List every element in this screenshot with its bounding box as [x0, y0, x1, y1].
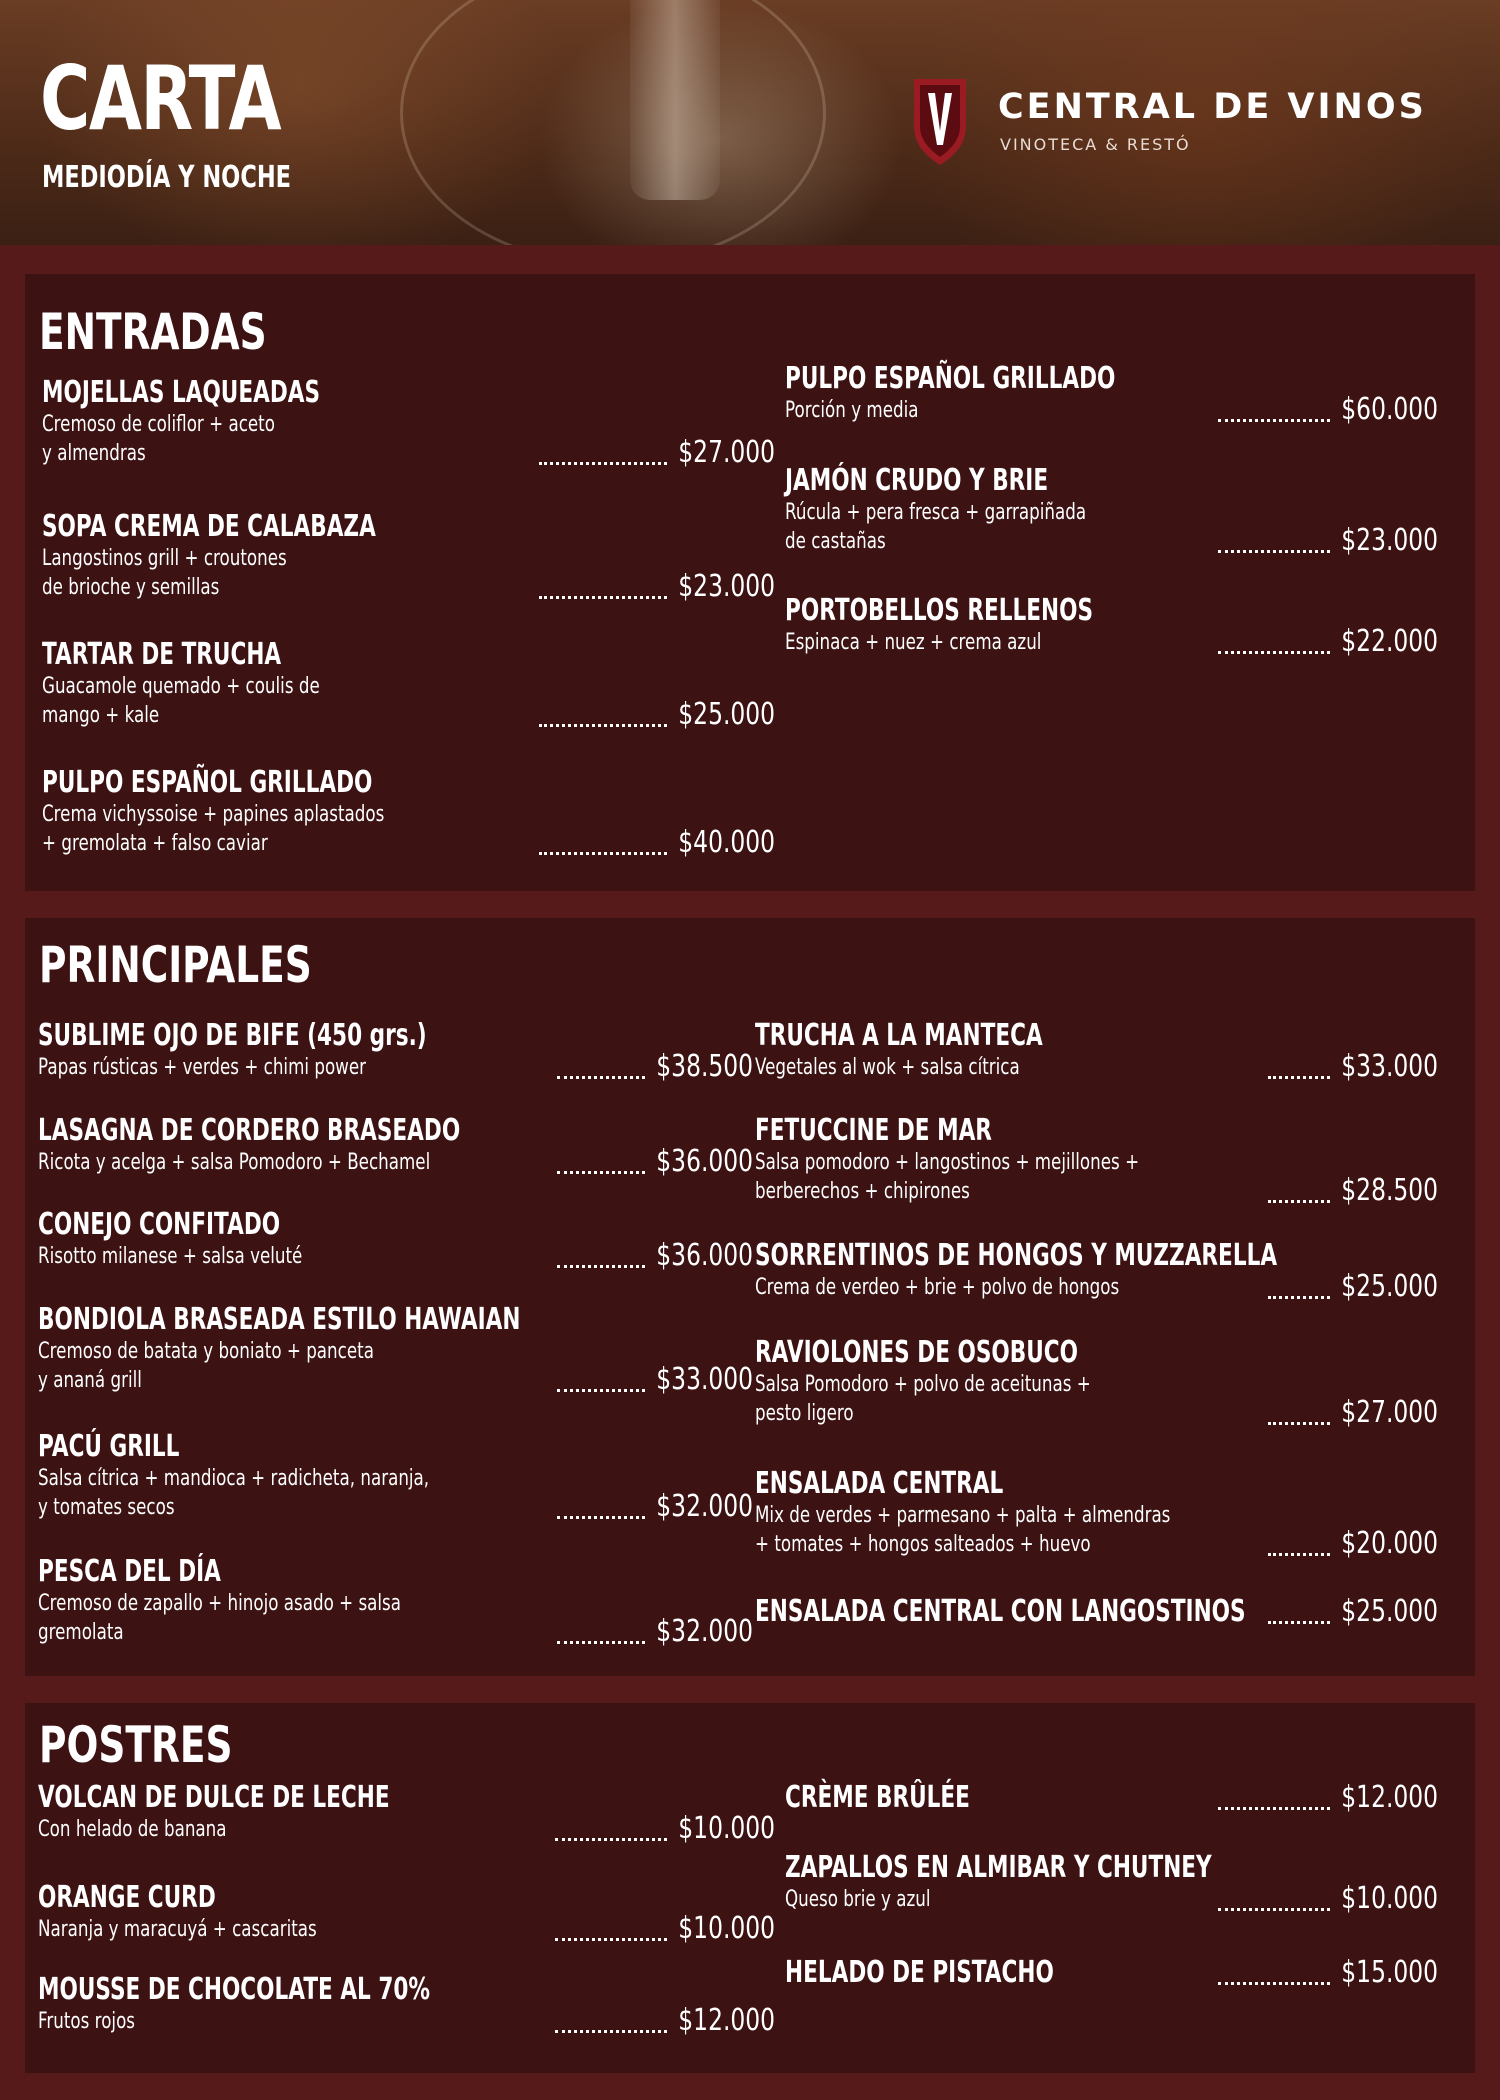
menu-item-description: y tomates secos — [38, 1495, 175, 1520]
menu-item-description: Con helado de banana — [38, 1817, 227, 1842]
menu-item-price: $10.000 — [678, 1911, 775, 1946]
menu-item-price: $27.000 — [1341, 1395, 1438, 1430]
dot-leader — [1218, 419, 1330, 422]
section-entradas — [25, 274, 1475, 891]
menu-item-description: + tomates + hongos salteados + huevo — [755, 1532, 1091, 1557]
menu-item-description: Papas rústicas + verdes + chimi power — [38, 1055, 367, 1080]
dot-leader — [1218, 1908, 1330, 1911]
menu-item — [785, 463, 1438, 558]
menu-item-price: $36.000 — [656, 1144, 753, 1179]
menu-item-description: y ananá grill — [38, 1368, 142, 1393]
menu-item-price: $15.000 — [1341, 1955, 1438, 1990]
menu-item-description: gremolata — [38, 1620, 124, 1645]
menu-item — [785, 1850, 1438, 1916]
section-title: POSTRES — [39, 1716, 233, 1774]
menu-item-name: ORANGE CURD — [38, 1880, 216, 1915]
dot-leader — [539, 724, 667, 727]
menu-item — [755, 1466, 1438, 1561]
menu-item — [785, 1955, 1438, 1990]
menu-item — [38, 1880, 775, 1946]
menu-item — [38, 1302, 753, 1397]
menu-item-price: $10.000 — [678, 1811, 775, 1846]
brand-logo — [910, 75, 1430, 170]
menu-item-description: Crema vichyssoise + papines aplastados — [42, 802, 385, 827]
menu-item-price: $36.000 — [656, 1238, 753, 1273]
menu-item-name: ENSALADA CENTRAL CON LANGOSTINOS — [755, 1594, 1246, 1629]
menu-item-name: JAMÓN CRUDO Y BRIE — [785, 463, 1049, 498]
wine-glass-photo — [400, 0, 826, 245]
menu-item-price: $33.000 — [656, 1362, 753, 1397]
dot-leader — [557, 1171, 645, 1174]
dot-leader — [539, 462, 667, 465]
dot-leader — [555, 1938, 667, 1941]
menu-item-description: Espinaca + nuez + crema azul — [785, 630, 1042, 655]
menu-item-description: Cremoso de zapallo + hinojo asado + salsa — [38, 1591, 402, 1616]
page-subtitle: MEDIODÍA Y NOCHE — [42, 160, 292, 195]
dot-leader — [1268, 1621, 1330, 1624]
menu-item-name: HELADO DE PISTACHO — [785, 1955, 1054, 1990]
menu-item — [42, 637, 775, 732]
menu-item — [755, 1594, 1438, 1629]
menu-item-description: Salsa pomodoro + langostinos + mejillones + — [755, 1150, 1140, 1175]
menu-item-name: RAVIOLONES DE OSOBUCO — [755, 1335, 1078, 1370]
menu-item-description: Crema de verdeo + brie + polvo de hongos — [755, 1275, 1120, 1300]
menu-item — [785, 1780, 1438, 1815]
menu-item — [42, 509, 775, 604]
menu-item-price: $32.000 — [656, 1614, 753, 1649]
menu-item-price: $28.500 — [1341, 1173, 1438, 1208]
menu-item-price: $25.000 — [1341, 1269, 1438, 1304]
menu-item — [38, 1972, 775, 2038]
menu-item-name: MOJELLAS LAQUEADAS — [42, 375, 321, 410]
menu-item-price: $60.000 — [1341, 392, 1438, 427]
dot-leader — [1268, 1553, 1330, 1556]
menu-item — [42, 375, 775, 470]
dot-leader — [557, 1265, 645, 1268]
section-title: ENTRADAS — [39, 303, 267, 361]
menu-item-price: $32.000 — [656, 1489, 753, 1524]
menu-item-name: LASAGNA DE CORDERO BRASEADO — [38, 1113, 461, 1148]
menu-item-price: $12.000 — [678, 2003, 775, 2038]
menu-item-description: mango + kale — [42, 703, 160, 728]
menu-item-name: SUBLIME OJO DE BIFE (450 grs.) — [38, 1018, 427, 1053]
menu-item-name: CRÈME BRÛLÉE — [785, 1780, 970, 1815]
dot-leader — [539, 852, 667, 855]
menu-item-name: MOUSSE DE CHOCOLATE AL 70% — [38, 1972, 431, 2007]
dot-leader — [1218, 651, 1330, 654]
section-title: PRINCIPALES — [39, 936, 312, 994]
menu-item — [785, 361, 1438, 427]
menu-item — [38, 1429, 753, 1524]
menu-item-description: Langostinos grill + croutones — [42, 546, 287, 571]
dot-leader — [557, 1641, 645, 1644]
menu-item-price: $40.000 — [678, 825, 775, 860]
menu-item — [755, 1335, 1438, 1430]
menu-item — [755, 1238, 1438, 1304]
menu-item-description: Mix de verdes + parmesano + palta + almendras — [755, 1503, 1171, 1528]
menu-item-name: PORTOBELLOS RELLENOS — [785, 593, 1094, 628]
menu-item-description: Porción y media — [785, 398, 919, 423]
menu-item — [38, 1554, 753, 1649]
menu-item-description: Queso brie y azul — [785, 1887, 931, 1912]
menu-item-name: PULPO ESPAÑOL GRILLADO — [785, 361, 1116, 396]
menu-item-price: $10.000 — [1341, 1881, 1438, 1916]
menu-item-name: TARTAR DE TRUCHA — [42, 637, 282, 672]
menu-item-description: Vegetales al wok + salsa cítrica — [755, 1055, 1020, 1080]
menu-item-description: Frutos rojos — [38, 2009, 136, 2034]
menu-item-name: PULPO ESPAÑOL GRILLADO — [42, 765, 373, 800]
menu-item — [42, 765, 775, 860]
menu-item-description: Ricota y acelga + salsa Pomodoro + Bechamel — [38, 1150, 431, 1175]
menu-item — [38, 1780, 775, 1846]
menu-item-price: $38.500 — [656, 1049, 753, 1084]
menu-item-price: $23.000 — [1341, 523, 1438, 558]
menu-item-name: SOPA CREMA DE CALABAZA — [42, 509, 376, 544]
menu-item — [38, 1018, 753, 1084]
menu-item-description: Naranja y maracuyá + cascaritas — [38, 1917, 317, 1942]
dot-leader — [557, 1389, 645, 1392]
menu-item-description: Risotto milanese + salsa veluté — [38, 1244, 303, 1269]
menu-item-name: FETUCCINE DE MAR — [755, 1113, 992, 1148]
menu-item-description: + gremolata + falso caviar — [42, 831, 268, 856]
menu-item-name: PESCA DEL DÍA — [38, 1554, 221, 1589]
dot-leader — [555, 1838, 667, 1841]
menu-item-price: $27.000 — [678, 435, 775, 470]
wine-glass-highlight — [630, 0, 720, 200]
section-principales — [25, 918, 1475, 1676]
menu-item-description: Cremoso de batata y boniato + panceta — [38, 1339, 374, 1364]
menu-item-price: $25.000 — [1341, 1594, 1438, 1629]
dot-leader — [1218, 1807, 1330, 1810]
menu-item-price: $22.000 — [1341, 624, 1438, 659]
menu-item-description: Cremoso de coliflor + aceto — [42, 412, 275, 437]
menu-item-description: Salsa cítrica + mandioca + radicheta, naranja, — [38, 1466, 430, 1491]
dot-leader — [1218, 550, 1330, 553]
brand-name: CENTRAL DE VINOS — [998, 87, 1427, 127]
dot-leader — [1268, 1422, 1330, 1425]
menu-item-description: Salsa Pomodoro + polvo de aceitunas + — [755, 1372, 1091, 1397]
menu-item-name: ENSALADA CENTRAL — [755, 1466, 1004, 1501]
menu-item-name: VOLCAN DE DULCE DE LECHE — [38, 1780, 390, 1815]
menu-item-description: y almendras — [42, 441, 146, 466]
menu-item-price: $20.000 — [1341, 1526, 1438, 1561]
menu-item-description: berberechos + chipirones — [755, 1179, 970, 1204]
menu-item-name: CONEJO CONFITADO — [38, 1207, 281, 1242]
header-banner — [0, 0, 1500, 245]
menu-item — [785, 593, 1438, 659]
dot-leader — [1268, 1076, 1330, 1079]
menu-item-price: $12.000 — [1341, 1780, 1438, 1815]
menu-item-price: $33.000 — [1341, 1049, 1438, 1084]
dot-leader — [555, 2030, 667, 2033]
menu-item-description: Rúcula + pera fresca + garrapiñada — [785, 500, 1087, 525]
menu-item-description: de brioche y semillas — [42, 575, 220, 600]
dot-leader — [557, 1516, 645, 1519]
menu-item-name: ZAPALLOS EN ALMIBAR Y CHUTNEY — [785, 1850, 1212, 1885]
menu-item-name: TRUCHA A LA MANTECA — [755, 1018, 1043, 1053]
menu-item-name: BONDIOLA BRASEADA ESTILO HAWAIAN — [38, 1302, 521, 1337]
section-postres — [25, 1703, 1475, 2073]
dot-leader — [1218, 1982, 1330, 1985]
menu-item — [38, 1207, 753, 1273]
dot-leader — [1268, 1200, 1330, 1203]
menu-item — [38, 1113, 753, 1179]
dot-leader — [557, 1076, 645, 1079]
menu-item-description: pesto ligero — [755, 1401, 854, 1426]
menu-item-price: $25.000 — [678, 697, 775, 732]
menu-item — [755, 1113, 1438, 1208]
menu-item-name: PACÚ GRILL — [38, 1429, 180, 1464]
menu-item-description: de castañas — [785, 529, 886, 554]
menu-item — [755, 1018, 1438, 1084]
dot-leader — [539, 596, 667, 599]
brand-tagline: VINOTECA & RESTÓ — [1000, 135, 1191, 154]
menu-item-name: SORRENTINOS DE HONGOS Y MUZZARELLA — [755, 1238, 1278, 1273]
dot-leader — [1268, 1296, 1330, 1299]
menu-item-description: Guacamole quemado + coulis de — [42, 674, 320, 699]
menu-item-price: $23.000 — [678, 569, 775, 604]
page-title: CARTA — [40, 47, 281, 150]
wine-shield-logo-icon — [910, 75, 970, 167]
